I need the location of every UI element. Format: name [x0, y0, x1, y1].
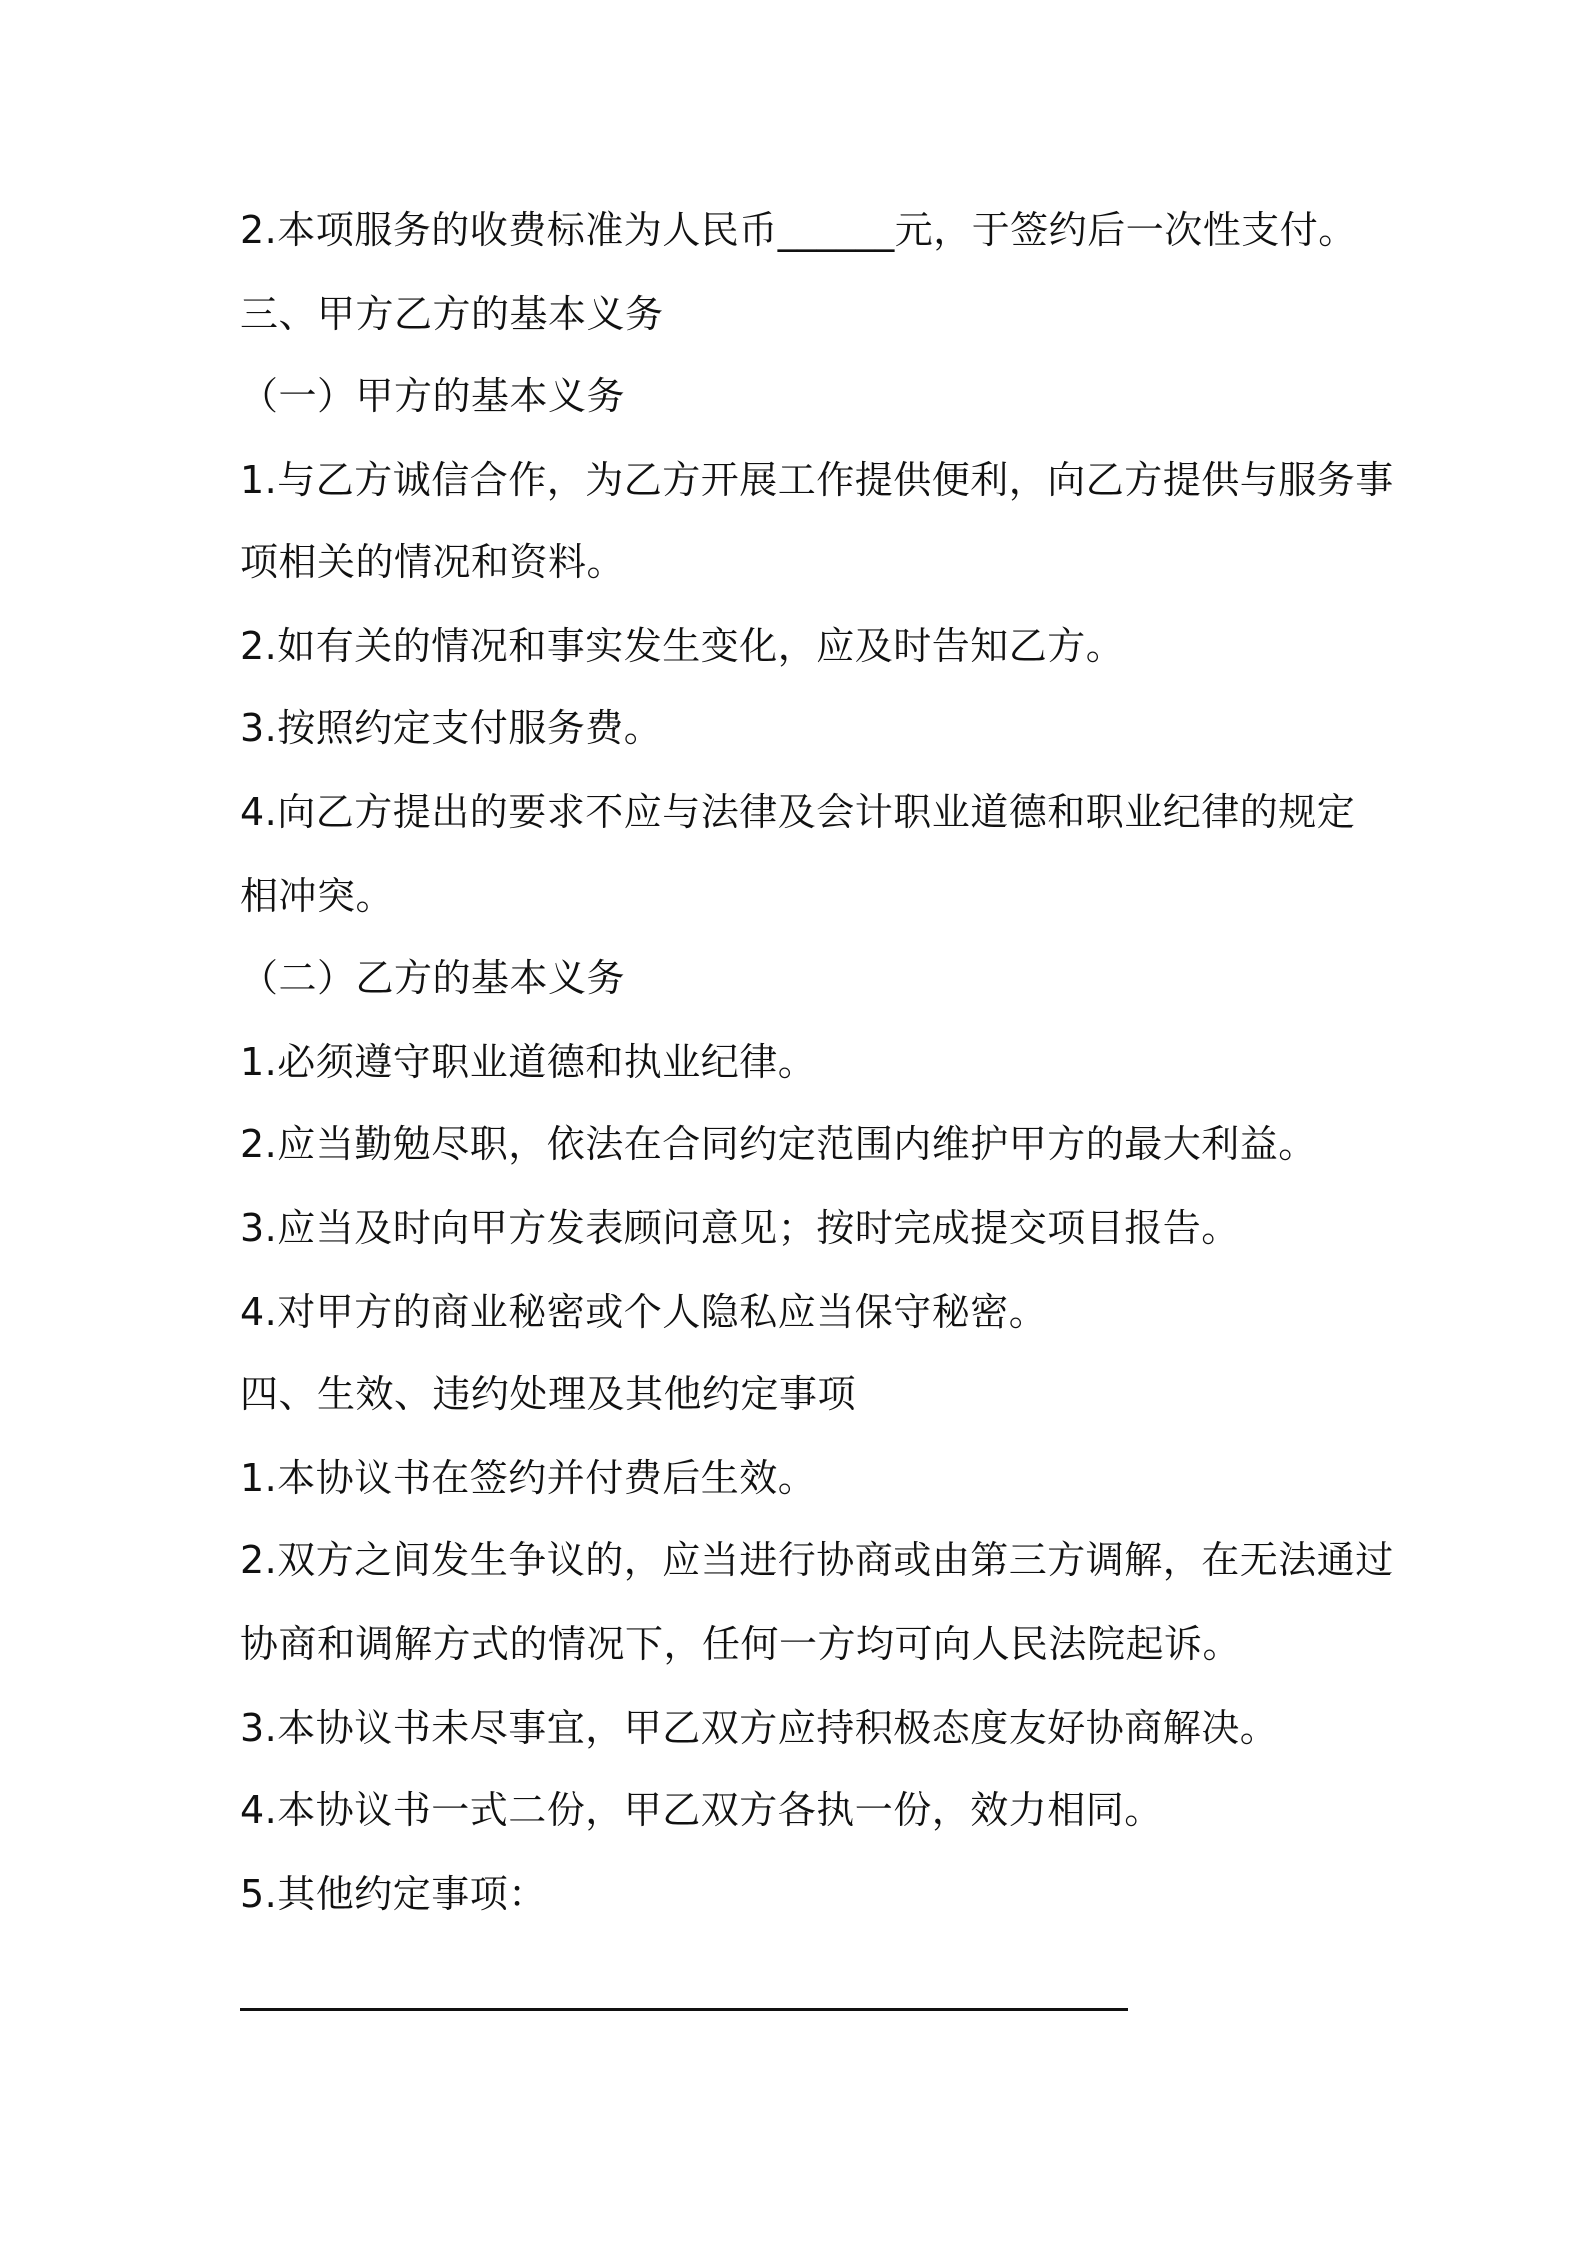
party-a-clause-1-continued: 项相关的情况和资料。: [240, 540, 626, 584]
party-a-clause-4: 4.向乙方提出的要求不应与法律及会计职业道德和职业纪律的规定: [240, 790, 1356, 834]
subsection-heading-party-a: （一）甲方的基本义务: [240, 374, 626, 418]
effectiveness-clause-2-continued: 协商和调解方式的情况下，任何一方均可向人民法院起诉。: [240, 1622, 1242, 1666]
party-b-clause-1: 1.必须遵守职业道德和执业纪律。: [240, 1040, 817, 1084]
party-b-clause-4: 4.对甲方的商业秘密或个人隐私应当保守秘密。: [240, 1290, 1048, 1334]
party-b-clause-2: 2.应当勤勉尽职，依法在合同约定范围内维护甲方的最大利益。: [240, 1122, 1317, 1166]
subsection-heading-party-b: （二）乙方的基本义务: [240, 956, 626, 1000]
effectiveness-clause-1: 1.本协议书在签约并付费后生效。: [240, 1456, 817, 1500]
party-a-clause-4-continued: 相冲突。: [240, 874, 395, 918]
party-a-clause-1: 1.与乙方诚信合作，为乙方开展工作提供便利，向乙方提供与服务事: [240, 458, 1394, 502]
fill-in-blank-line: [240, 2008, 1128, 2011]
effectiveness-clause-4: 4.本协议书一式二份，甲乙双方各执一份，效力相同。: [240, 1788, 1163, 1832]
section-heading-effectiveness: 四、生效、违约处理及其他约定事项: [240, 1372, 857, 1416]
party-a-clause-3: 3.按照约定支付服务费。: [240, 706, 663, 750]
party-a-clause-2: 2.如有关的情况和事实发生变化，应及时告知乙方。: [240, 624, 1125, 668]
effectiveness-clause-5: 5.其他约定事项：: [240, 1872, 547, 1916]
fee-standard-clause: 2.本项服务的收费标准为人民币______元，于签约后一次性支付。: [240, 208, 1357, 252]
party-b-clause-3: 3.应当及时向甲方发表顾问意见；按时完成提交项目报告。: [240, 1206, 1240, 1250]
effectiveness-clause-3: 3.本协议书未尽事宜，甲乙双方应持积极态度友好协商解决。: [240, 1706, 1279, 1750]
effectiveness-clause-2: 2.双方之间发生争议的，应当进行协商或由第三方调解，在无法通过: [240, 1538, 1394, 1582]
section-heading-obligations: 三、甲方乙方的基本义务: [240, 292, 664, 336]
